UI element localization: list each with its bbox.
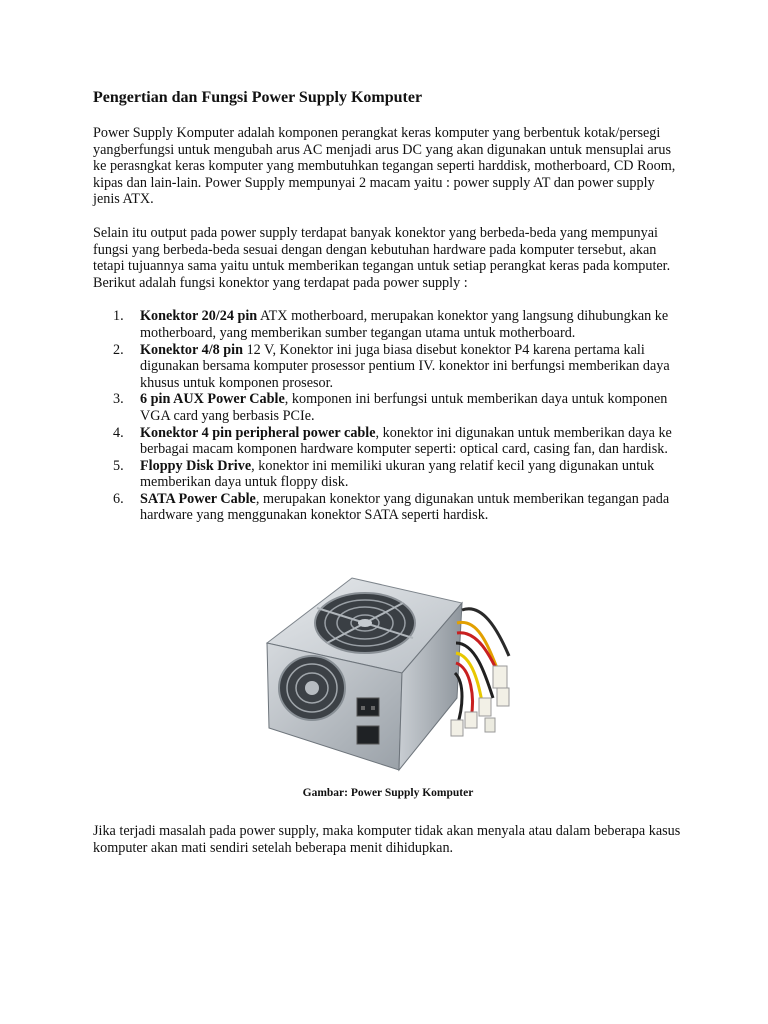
list-item-text: , komponen ini berfungsi untuk memberikan daya untuk komponen VGA card yang berbasis PCIe. <box>140 391 668 424</box>
list-item-term: 6 pin AUX Power Cable <box>140 391 285 408</box>
list-item-term: Floppy Disk Drive <box>140 457 252 474</box>
list-item-text: , merupakan konektor yang digunakan untuk memberikan tegangan pada hardware yang menggunakan konektor SATA seperti hardisk. <box>140 490 670 524</box>
list-number: 1. <box>113 308 124 325</box>
list-item <box>93 491 683 524</box>
list-item <box>93 308 683 341</box>
list-item <box>93 425 683 458</box>
list-item <box>93 391 683 424</box>
list-item-term: SATA Power Cable <box>140 490 256 507</box>
paragraph-intro: Power Supply Komputer adalah komponen perangkat keras komputer yang berbentuk kotak/persegi yangberfungsi untuk mengubah arus AC menjadi arus DC yang akan digunakan untuk mensuplai arus ke perasngkat keras komputer yang membutuhkan tegangan seperti harddisk, motherboard, CD Room, kipas dan lain-lain. Power Supply mempunyai 2 macam yaitu : power supply AT dan power supply jenis ATX. <box>93 125 676 208</box>
list-item <box>93 458 683 491</box>
list-number: 2. <box>113 341 124 358</box>
list-item-term: Konektor 4 pin peripheral power cable <box>140 424 376 441</box>
list-number: 5. <box>113 457 124 474</box>
list-item-term: Konektor 4/8 pin <box>140 341 244 358</box>
list-item-text: , konektor ini memiliki ukuran yang relatif kecil yang digunakan untuk memberikan daya untuk floppy disk. <box>140 457 655 491</box>
list-item-term: Konektor 20/24 pin <box>140 308 258 325</box>
figure <box>93 548 683 799</box>
connector-list <box>93 308 683 524</box>
list-number: 3. <box>113 391 124 408</box>
power-supply-image <box>257 548 517 773</box>
list-item <box>93 342 683 392</box>
list-number: 4. <box>113 424 124 441</box>
list-item-text: ATX motherboard, merupakan konektor yang langsung dihubungkan ke motherboard, yang memberikan sumber tegangan utama untuk motherboard. <box>140 308 669 341</box>
list-item-text: 12 V, Konektor ini juga biasa disebut konektor P4 karena pertama kali digunakan bersama komputer prosessor pentium IV. konektor ini berfungsi memberikan daya khusus untuk komponen prosesor. <box>140 341 670 391</box>
list-number: 6. <box>113 490 124 507</box>
paragraph-closing: Jika terjadi masalah pada power supply, maka komputer tidak akan menyala atau dalam beberapa kasus komputer akan mati sendiri setelah beberapa menit dihidupkan. <box>93 823 681 856</box>
paragraph-connectors: Selain itu output pada power supply terdapat banyak konektor yang berbeda-beda yang mempunyai fungsi yang berbeda-beda sesuai dengan dengan kebutuhan hardware pada komputer tersebut, akan tetapi tujuannya sama yaitu untuk memberikan tegangan untuk setiap perangkat keras pada komputer. Berikut adalah fungsi konektor yang terdapat pada power supply : <box>93 224 671 291</box>
document-title: Pengertian dan Fungsi Power Supply Komputer <box>93 89 423 106</box>
document-content <box>93 88 683 873</box>
figure-caption: Gambar: Power Supply Komputer <box>302 787 474 800</box>
list-item-text: , konektor ini digunakan untuk memberikan daya ke berbagai macam komponen hardware komputer seperti: optical card, casing fan, dan hardisk. <box>140 424 672 458</box>
